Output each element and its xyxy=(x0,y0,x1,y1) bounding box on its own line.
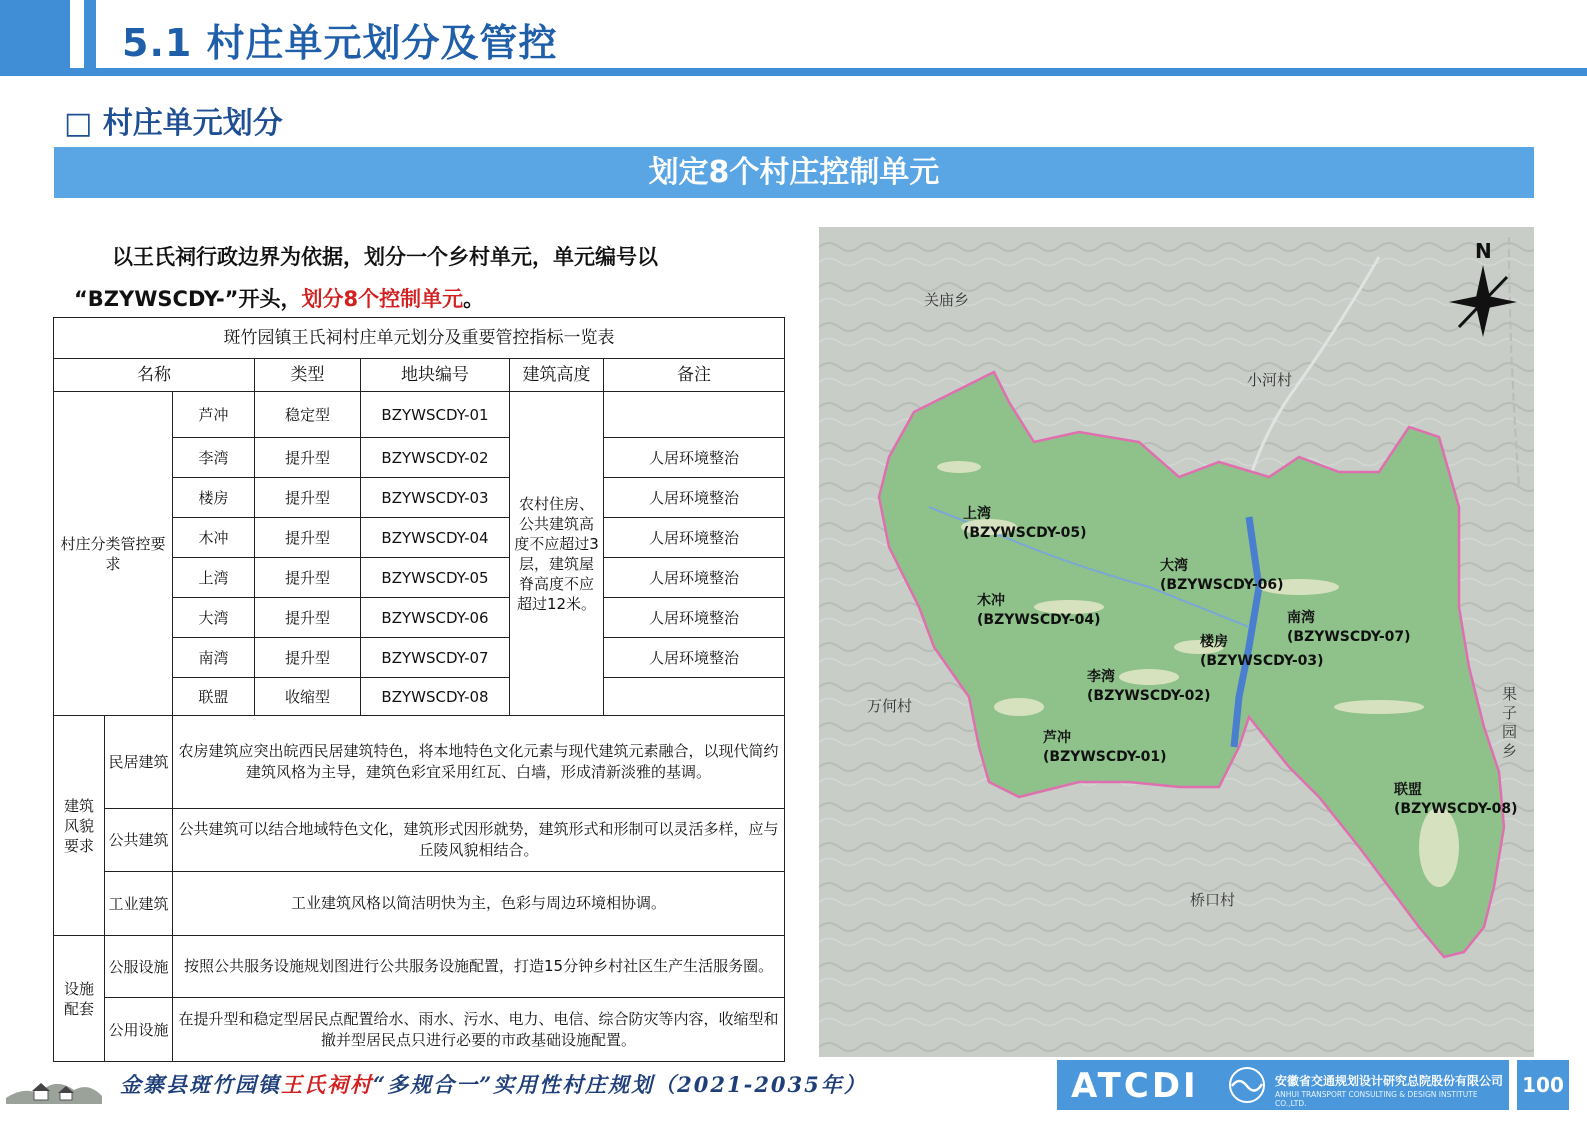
place-label: 小河村 xyxy=(1247,371,1293,389)
logo-wordmark: ATCDI xyxy=(1071,1066,1199,1106)
unit-name: 李湾 xyxy=(1087,669,1115,685)
banner xyxy=(54,147,1534,198)
row-name: 南湾 xyxy=(173,638,255,678)
row-type: 提升型 xyxy=(255,478,361,518)
unit-label xyxy=(1087,668,1211,706)
style-text: 工业建筑风格以简洁明快为主，色彩与周边环境相协调。 xyxy=(173,872,785,936)
company-logo xyxy=(1057,1060,1509,1110)
intro-line-2 xyxy=(74,287,484,311)
group-facility: 设施配套 xyxy=(54,936,105,1062)
header-accent-block xyxy=(0,0,70,68)
unit-code: (BZYWSCDY-05) xyxy=(963,525,1087,541)
height-note: 农村住房、公共建筑高度不应超过3层，建筑屋脊高度不应超过12米。 xyxy=(510,392,604,716)
footer-title-red: 王氏祠村 xyxy=(281,1072,373,1097)
unit-name: 楼房 xyxy=(1200,634,1228,650)
header-code: 地块编号 xyxy=(361,359,510,392)
row-code: BZYWSCDY-06 xyxy=(361,598,510,638)
row-type: 提升型 xyxy=(255,558,361,598)
row-name: 大湾 xyxy=(173,598,255,638)
style-label: 民居建筑 xyxy=(105,716,173,809)
intro-highlight: 划分8个控制单元 xyxy=(301,287,464,311)
row-name: 木冲 xyxy=(173,518,255,558)
unit-name: 木冲 xyxy=(977,593,1005,609)
map-svg xyxy=(819,227,1534,1057)
header-accent-stripe xyxy=(84,0,96,68)
unit-code: (BZYWSCDY-02) xyxy=(1087,688,1211,704)
place-label: 果子园乡 xyxy=(1502,685,1518,760)
group-style: 建筑风貌要求 xyxy=(54,716,105,936)
unit-label xyxy=(977,592,1101,630)
header-name: 名称 xyxy=(54,359,255,392)
facility-text: 按照公共服务设施规划图进行公共服务设施配置，打造15分钟乡村社区生产生活服务圈。 xyxy=(173,936,785,998)
unit-label xyxy=(1043,729,1167,767)
unit-name: 芦冲 xyxy=(1043,730,1071,746)
village-map xyxy=(819,227,1534,1057)
header-height: 建筑高度 xyxy=(510,359,604,392)
facility-text: 在提升型和稳定型居民点配置给水、雨水、污水、电力、电信、综合防灾等内容，收缩型和撤并型居民点只进行必要的市政基础设施配置。 xyxy=(173,998,785,1062)
page-title: 5.1 村庄单元划分及管控 xyxy=(122,21,558,65)
section-title: □ 村庄单元划分 xyxy=(64,106,283,141)
row-name: 楼房 xyxy=(173,478,255,518)
unit-code: (BZYWSCDY-07) xyxy=(1287,629,1411,645)
row-type: 提升型 xyxy=(255,638,361,678)
row-note: 人居环境整治 xyxy=(604,598,785,638)
facility-label: 公用设施 xyxy=(105,998,173,1062)
style-label: 公共建筑 xyxy=(105,809,173,872)
unit-code: (BZYWSCDY-08) xyxy=(1394,801,1518,817)
row-code: BZYWSCDY-05 xyxy=(361,558,510,598)
village-illustration-icon xyxy=(4,1066,104,1106)
unit-code: (BZYWSCDY-06) xyxy=(1160,577,1284,593)
row-type: 提升型 xyxy=(255,598,361,638)
company-name-cn: 安徽省交通规划设计研究总院股份有限公司 xyxy=(1275,1074,1504,1088)
table-caption: 斑竹园镇王氏祠村庄单元划分及重要管控指标一览表 xyxy=(54,318,785,359)
header-note: 备注 xyxy=(604,359,785,392)
row-name: 芦冲 xyxy=(173,392,255,438)
row-name: 李湾 xyxy=(173,438,255,478)
row-note xyxy=(604,392,785,438)
banner-text: 划定8个村庄控制单元 xyxy=(648,155,940,190)
logo-wave-icon xyxy=(1227,1066,1267,1104)
row-note: 人居环境整治 xyxy=(604,438,785,478)
row-code: BZYWSCDY-02 xyxy=(361,438,510,478)
unit-label xyxy=(1394,781,1518,819)
unit-table xyxy=(53,317,785,1062)
intro-line-1: 以王氏祠行政边界为依据，划分一个乡村单元，单元编号以 xyxy=(112,245,658,269)
unit-label xyxy=(1160,557,1284,595)
page-number: 100 xyxy=(1517,1060,1569,1110)
intro-line-2-end: 。 xyxy=(463,287,485,311)
unit-name: 联盟 xyxy=(1394,782,1422,798)
place-label: 万何村 xyxy=(867,697,913,715)
style-text: 农房建筑应突出皖西民居建筑特色，将本地特色文化元素与现代建筑元素融合，以现代简约建筑风格为主导，建筑色彩宜采用红瓦、白墙，形成清新淡雅的基调。 xyxy=(173,716,785,809)
row-code: BZYWSCDY-08 xyxy=(361,678,510,716)
row-code: BZYWSCDY-04 xyxy=(361,518,510,558)
unit-name: 南湾 xyxy=(1287,610,1315,626)
unit-label xyxy=(1200,633,1324,671)
row-type: 提升型 xyxy=(255,438,361,478)
footer-title xyxy=(120,1069,867,1099)
place-label: 关庙乡 xyxy=(924,291,970,309)
unit-code: (BZYWSCDY-04) xyxy=(977,612,1101,628)
row-type: 收缩型 xyxy=(255,678,361,716)
header-type: 类型 xyxy=(255,359,361,392)
north-label: N xyxy=(1475,239,1492,263)
row-name: 联盟 xyxy=(173,678,255,716)
company-name-en: ANHUI TRANSPORT CONSULTING & DESIGN INSTITUTE CO.,LTD. xyxy=(1275,1090,1478,1108)
facility-label: 公服设施 xyxy=(105,936,173,998)
row-note: 人居环境整治 xyxy=(604,558,785,598)
row-code: BZYWSCDY-07 xyxy=(361,638,510,678)
style-label: 工业建筑 xyxy=(105,872,173,936)
group-village-control: 村庄分类管控要求 xyxy=(54,392,173,716)
row-code: BZYWSCDY-03 xyxy=(361,478,510,518)
row-code: BZYWSCDY-01 xyxy=(361,392,510,438)
row-note: 人居环境整治 xyxy=(604,638,785,678)
unit-name: 大湾 xyxy=(1160,558,1188,574)
style-text: 公共建筑可以结合地域特色文化，建筑形式因形就势，建筑形式和形制可以灵活多样，应与丘陵风貌相结合。 xyxy=(173,809,785,872)
unit-label xyxy=(963,505,1087,543)
footer-title-a: 金寨县斑竹园镇 xyxy=(120,1072,281,1097)
unit-name: 上湾 xyxy=(963,506,991,522)
row-note: 人居环境整治 xyxy=(604,478,785,518)
header-underline xyxy=(0,68,1587,76)
unit-code: (BZYWSCDY-03) xyxy=(1200,653,1324,669)
row-type: 提升型 xyxy=(255,518,361,558)
row-name: 上湾 xyxy=(173,558,255,598)
intro-text xyxy=(74,236,794,320)
footer-title-b: “多规合一”实用性村庄规划（2021-2035年） xyxy=(373,1072,867,1097)
intro-line-2-start: “BZYWSCDY-”开头， xyxy=(74,287,302,311)
row-type: 稳定型 xyxy=(255,392,361,438)
row-note xyxy=(604,678,785,716)
unit-code: (BZYWSCDY-01) xyxy=(1043,749,1167,765)
place-label: 桥口村 xyxy=(1190,891,1236,909)
row-note: 人居环境整治 xyxy=(604,518,785,558)
